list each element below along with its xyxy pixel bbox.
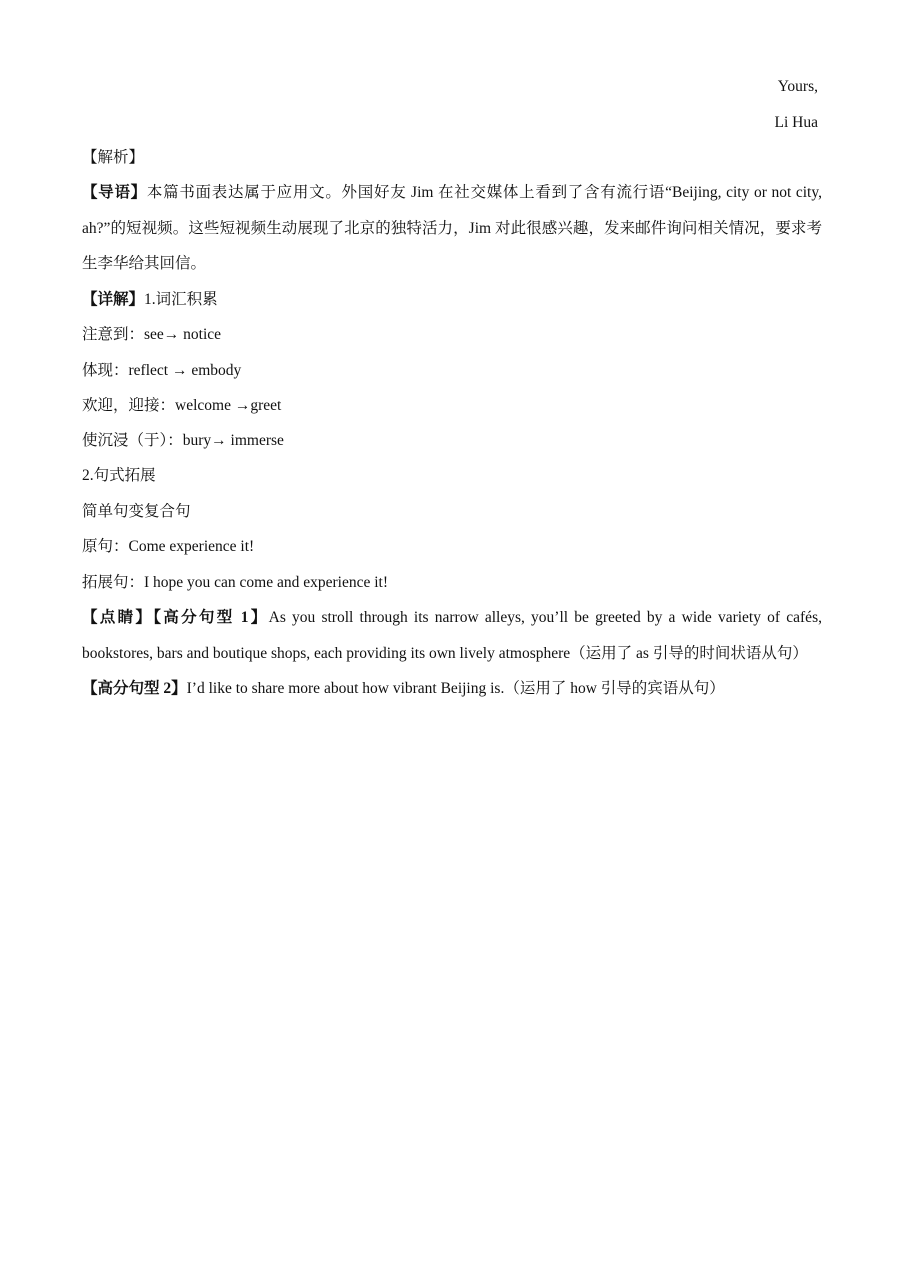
sentence-title: 2.句式拓展 [82, 467, 156, 484]
high-score-1-text: As you stroll through its narrow alleys, you’ll be greeted by a wide variety of cafés, bookstores, bars and boutique shops, each providing its own lively atmosphere（运用了 as 引导的时间状语从句） [82, 609, 822, 662]
letter-closing: Yours, [777, 78, 818, 95]
high-score-2-label: 【高分句型 2】 [82, 680, 187, 697]
highlight-paragraph [82, 600, 822, 671]
analysis-heading: 【解析】 [82, 149, 145, 166]
sentence-subtitle: 简单句变复合句 [82, 503, 191, 520]
high-score-2-line [82, 679, 725, 699]
detail-title: 1.词汇积累 [144, 291, 218, 308]
expanded-sentence: 拓展句：I hope you can come and experience it! [82, 574, 389, 591]
original-sentence: 原句：Come experience it! [82, 538, 255, 555]
high-score-2-text: I’d like to share more about how vibrant Beijing is.（运用了 how 引导的宾语从句） [186, 680, 725, 697]
guide-paragraph [82, 175, 822, 282]
high-score-1-label: 【高分句型 1】 [153, 609, 269, 626]
detail-line [82, 290, 218, 310]
vocab-item: 体现：reflect → embody [82, 362, 242, 379]
letter-signature: Li Hua [774, 114, 818, 131]
detail-label: 【详解】 [82, 291, 145, 308]
vocab-item: 使沉浸（于）：bury→ immerse [82, 432, 284, 449]
vocab-item: 欢迎，迎接：welcome →greet [82, 397, 282, 414]
vocab-item: 注意到：see→ notice [82, 326, 222, 343]
highlight-label: 【点睛】 [82, 609, 154, 626]
guide-label: 【导语】 [82, 184, 147, 201]
guide-text: 本篇书面表达属于应用文。外国好友 Jim 在社交媒体上看到了含有流行语“Beijing, city or not city, ah?”的短视频。这些短视频生动展现了北京的独特活力，Jim 对此很感兴趣，发来邮件询问相关情况，要求考生李华给其回信。 [82, 184, 822, 272]
